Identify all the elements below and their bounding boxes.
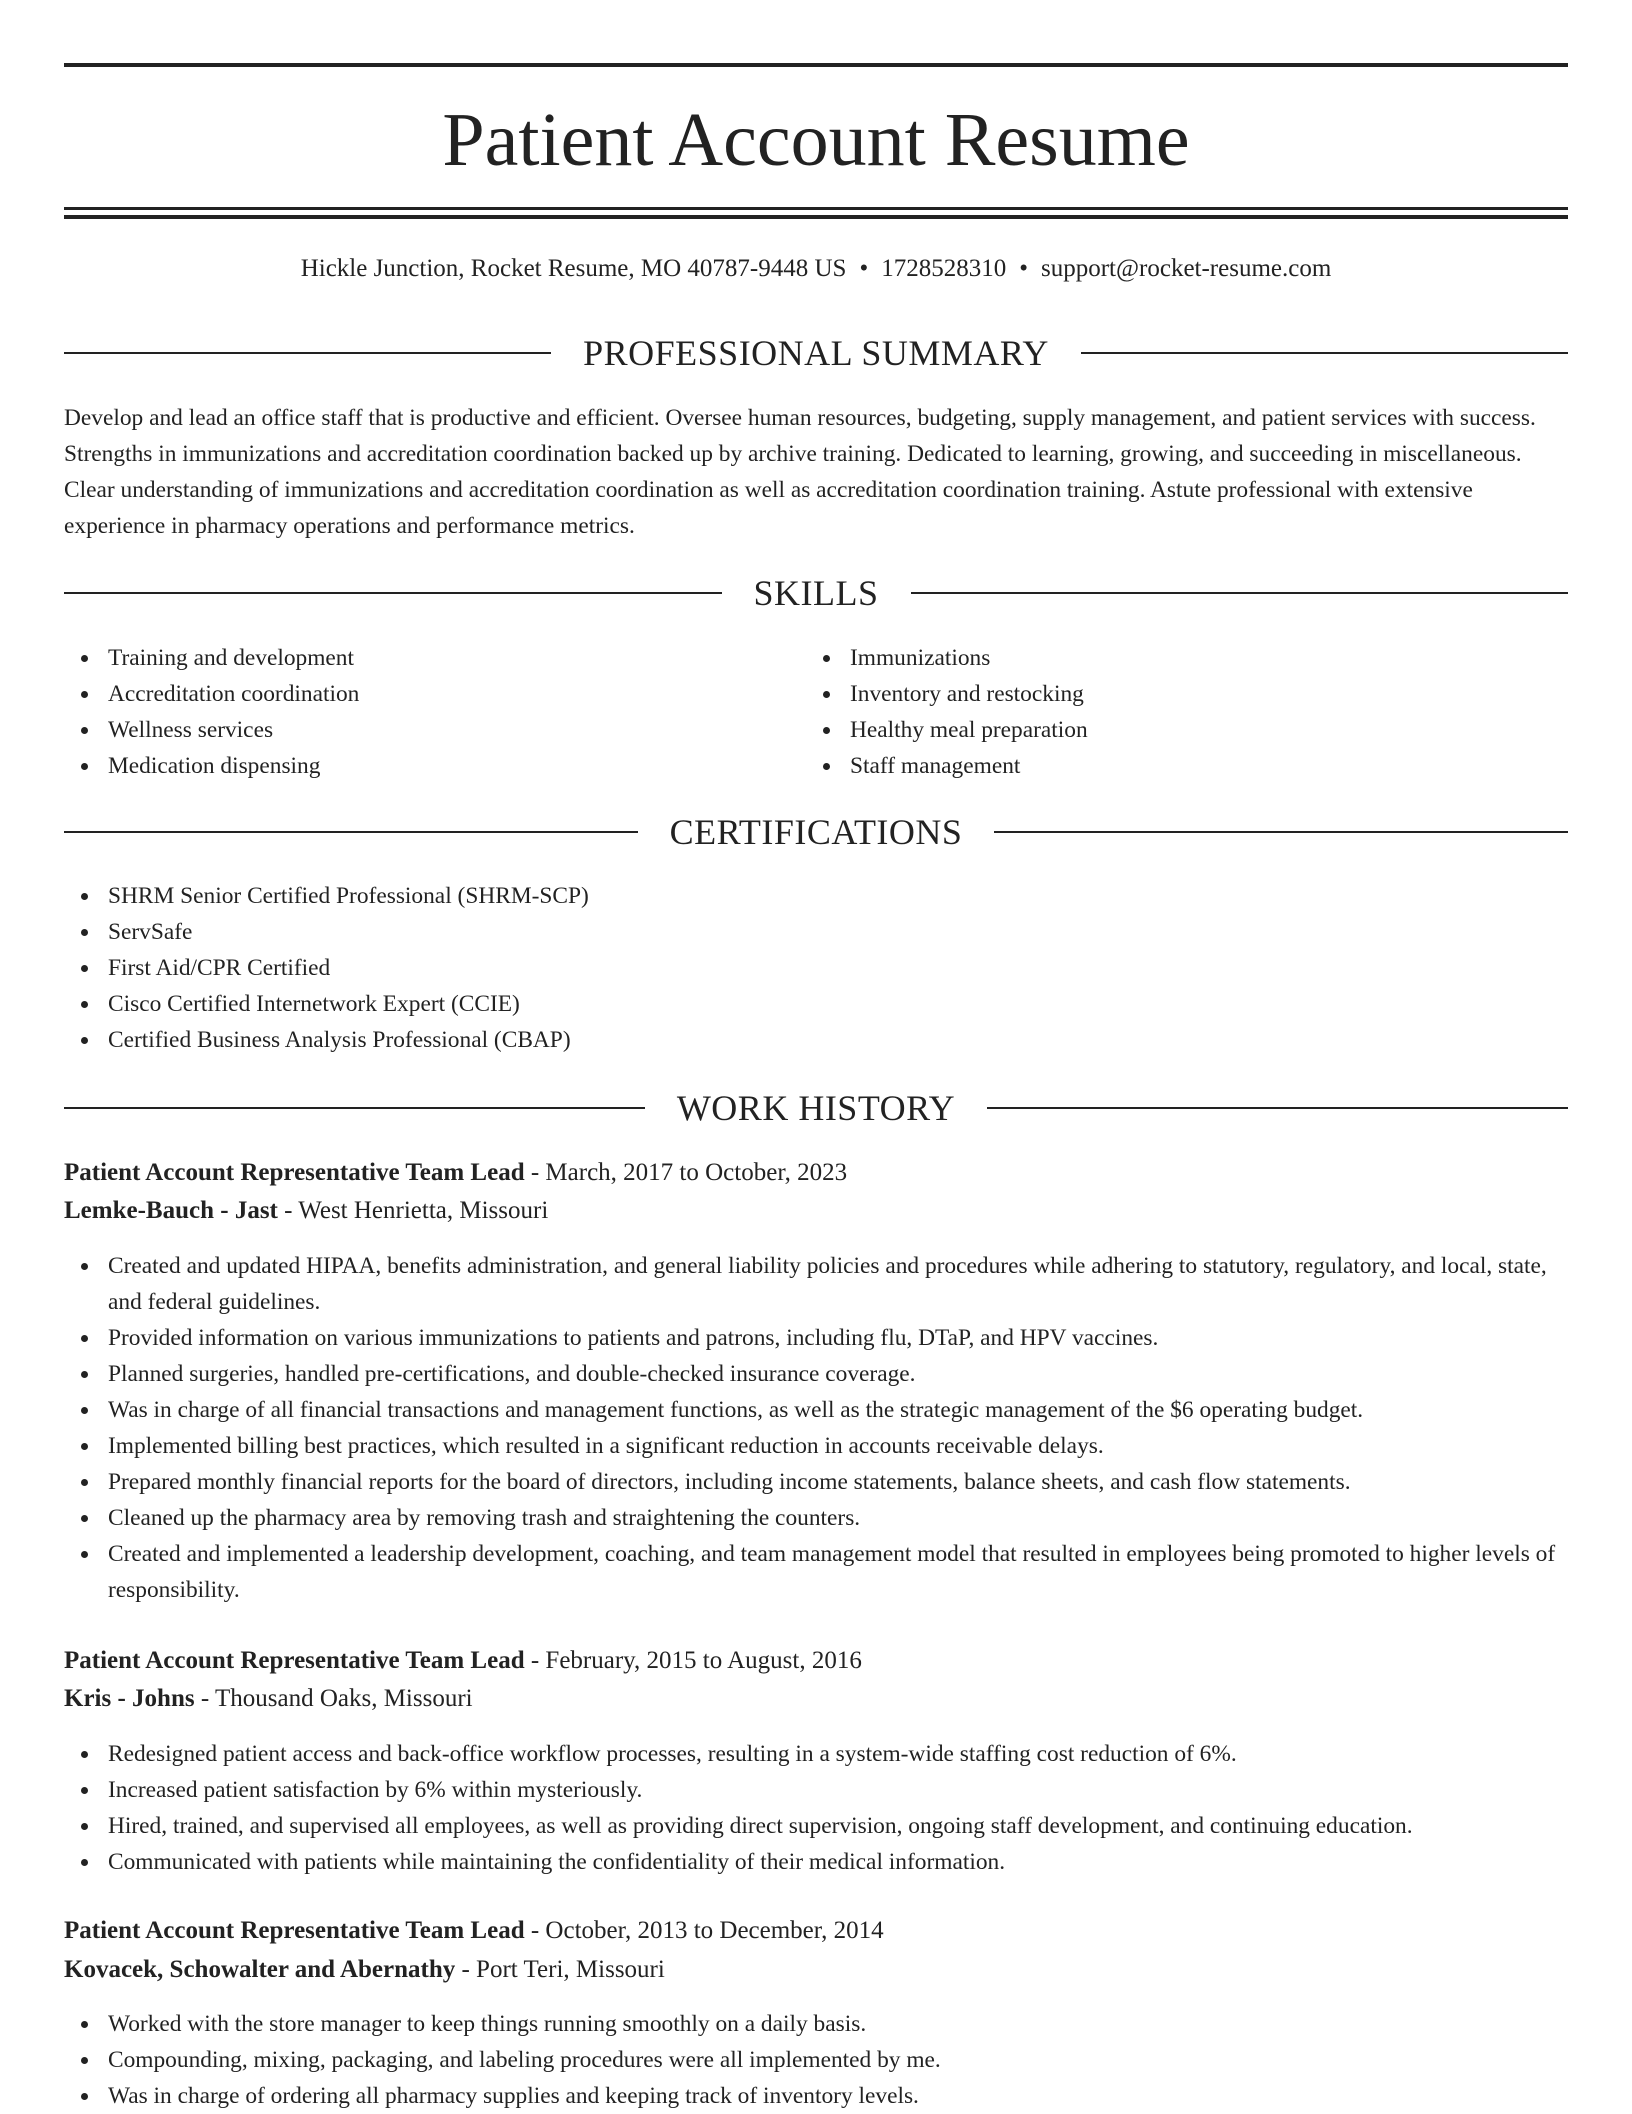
job-location: - Thousand Oaks, Missouri (194, 1685, 473, 1712)
skill-item: Training and development (64, 640, 804, 676)
section-title-skills: SKILLS (753, 573, 879, 613)
skill-item: Accreditation coordination (64, 676, 804, 712)
job-bullet: Provided information on various immunizations to patients and patrons, including flu, DTaP, and HPV vaccines. (64, 1320, 1568, 1356)
skills-list-right (806, 640, 1546, 784)
certifications-list (64, 878, 1568, 1058)
skill-item: Staff management (806, 748, 1546, 784)
job-bullet-list (64, 1736, 1568, 1880)
section-title-work-history: WORK HISTORY (676, 1088, 956, 1128)
section-header-skills (64, 571, 1568, 615)
skill-item: Healthy meal preparation (806, 712, 1546, 748)
certification-item: ServSafe (64, 914, 1568, 950)
job-bullet: Cleaned up the pharmacy area by removing trash and straightening the counters. (64, 1500, 1568, 1536)
contact-address: Hickle Junction, Rocket Resume, MO 40787-9448 US (300, 255, 847, 282)
job-bullet: Increased patient satisfaction by 6% within mysteriously. (64, 1772, 1568, 1808)
job-title-line (64, 1912, 1568, 1950)
job-dates: - February, 2015 to August, 2016 (524, 1647, 862, 1674)
job-location: - West Henrietta, Missouri (277, 1197, 549, 1224)
section-rule-left (64, 592, 722, 594)
section-rule-left (64, 352, 551, 354)
section-title-certifications: CERTIFICATIONS (669, 812, 963, 852)
job-bullet-list (64, 1248, 1568, 1608)
job-location: - Port Teri, Missouri (455, 1956, 665, 1983)
contact-separator: • (859, 255, 869, 282)
section-header-work-history (64, 1086, 1568, 1130)
job-title: Patient Account Representative Team Lead (64, 1159, 525, 1186)
title-rule-upper (64, 207, 1568, 210)
section-rule-right (911, 592, 1569, 594)
skill-item: Medication dispensing (64, 748, 804, 784)
job-title: Patient Account Representative Team Lead (64, 1647, 525, 1674)
certification-item: Cisco Certified Internetwork Expert (CCIE) (64, 986, 1568, 1022)
job-title-line (64, 1642, 1568, 1680)
job-bullet: Prepared monthly financial reports for the board of directors, including income statements, balance sheets, and cash flow statements. (64, 1464, 1568, 1500)
job-bullet: Hired, trained, and supervised all employees, as well as providing direct supervision, ongoing staff development, and continuing education. (64, 1808, 1568, 1844)
section-title-summary: PROFESSIONAL SUMMARY (583, 333, 1049, 373)
section-rule-right (1081, 352, 1568, 354)
section-rule-left (64, 1107, 645, 1109)
job-bullet: Worked with the store manager to keep things running smoothly on a daily basis. (64, 2006, 1568, 2042)
job-bullet: Was in charge of ordering all pharmacy supplies and keeping track of inventory levels. (64, 2078, 1568, 2114)
section-header-certifications (64, 810, 1568, 854)
skill-item: Wellness services (64, 712, 804, 748)
certification-item: First Aid/CPR Certified (64, 950, 1568, 986)
job-bullet-list (64, 2006, 1568, 2114)
top-rule (64, 63, 1568, 67)
job-bullet: Compounding, mixing, packaging, and labeling procedures were all implemented by me. (64, 2042, 1568, 2078)
job-company-line (64, 1680, 1568, 1718)
section-rule-left (64, 831, 638, 833)
section-rule-right (994, 831, 1568, 833)
resume-title: Patient Account Resume (442, 98, 1190, 182)
job-company: Kris - Johns (64, 1685, 195, 1712)
job-bullet: Was in charge of all financial transactions and management functions, as well as the strategic management of the $6 operating budget. (64, 1392, 1568, 1428)
contact-phone: 1728528310 (881, 255, 1007, 282)
job-bullet: Created and implemented a leadership development, coaching, and team management model that resulted in employees being promoted to higher levels of responsibility. (64, 1536, 1568, 1608)
skill-item: Immunizations (806, 640, 1546, 676)
job-bullet: Communicated with patients while maintaining the confidentiality of their medical information. (64, 1844, 1568, 1880)
skill-item: Inventory and restocking (806, 676, 1546, 712)
job-company-line (64, 1951, 1568, 1989)
section-rule-right (987, 1107, 1568, 1109)
job-company: Kovacek, Schowalter and Abernathy (64, 1956, 456, 1983)
contact-separator: • (1019, 255, 1028, 282)
contact-email: support@rocket-resume.com (1041, 255, 1332, 282)
summary-paragraph: Develop and lead an office staff that is productive and efficient. Oversee human resources, budgeting, supply management, and patient services with success. Strengths in immunizations and accreditation coordination backed up by archive training. Dedicated to learning, growing, and succeeding in miscellaneous. Clear understanding of immunizations and accreditation coordination as well as accreditation coordination training. Astute professional with extensive experience in pharmacy operations and performance metrics. (64, 405, 1536, 539)
contact-line (64, 253, 1568, 285)
certification-item: Certified Business Analysis Professional (CBAP) (64, 1022, 1568, 1058)
job-bullet: Implemented billing best practices, which resulted in a significant reduction in accounts receivable delays. (64, 1428, 1568, 1464)
job-dates: - October, 2013 to December, 2014 (524, 1917, 884, 1944)
section-header-summary (64, 331, 1568, 375)
job-dates: - March, 2017 to October, 2023 (524, 1159, 848, 1186)
job-title: Patient Account Representative Team Lead (64, 1917, 525, 1944)
job-title-line (64, 1154, 1568, 1192)
job-bullet: Created and updated HIPAA, benefits administration, and general liability policies and procedures while adhering to statutory, regulatory, and local, state, and federal guidelines. (64, 1248, 1568, 1320)
skills-list-left (64, 640, 804, 784)
job-bullet: Redesigned patient access and back-office workflow processes, resulting in a system-wide staffing cost reduction of 6%. (64, 1736, 1568, 1772)
job-bullet: Planned surgeries, handled pre-certifications, and double-checked insurance coverage. (64, 1356, 1568, 1392)
title-rule-lower (64, 215, 1568, 219)
job-company: Lemke-Bauch - Jast (64, 1197, 278, 1224)
job-company-line (64, 1192, 1568, 1230)
certification-item: SHRM Senior Certified Professional (SHRM-SCP) (64, 878, 1568, 914)
